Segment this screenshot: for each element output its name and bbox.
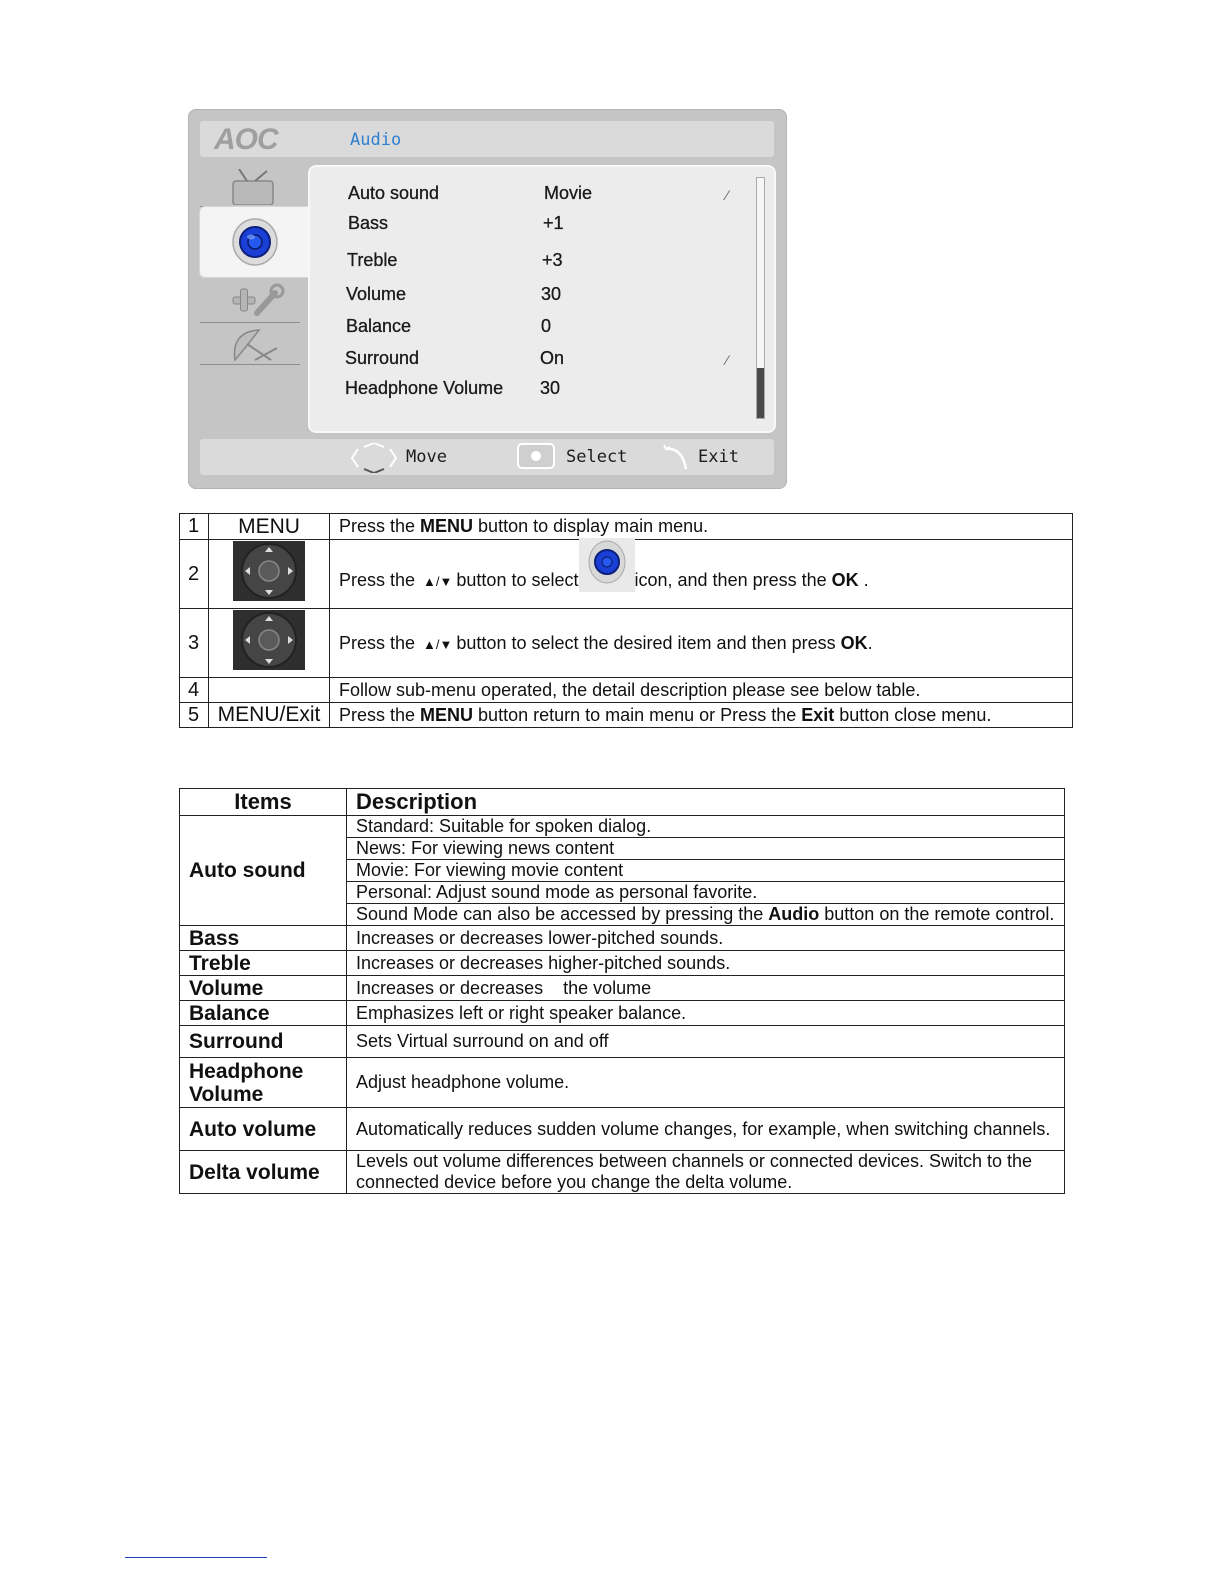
osd-row-bass[interactable] — [310, 213, 750, 243]
item-description: Emphasizes left or right speaker balance. — [347, 1001, 1065, 1026]
step-text: . — [867, 632, 873, 653]
step-description: Follow sub-menu operated, the detail description please see below table. — [330, 678, 1073, 703]
step-row — [180, 609, 1073, 678]
audio-items-table — [179, 788, 1065, 1194]
item-row-bass — [180, 926, 1065, 951]
column-header-items: Items — [180, 789, 347, 816]
osd-row-value: +3 — [542, 250, 563, 270]
item-description: Adjust headphone volume. — [347, 1058, 1065, 1108]
osd-row-value: 30 — [541, 284, 562, 304]
exit-return-icon — [662, 443, 692, 471]
column-header-description: Description — [347, 789, 1065, 816]
osd-menu-title: Audio — [350, 130, 402, 150]
tv-icon — [225, 169, 285, 205]
osd-row-value: 30 — [540, 378, 561, 398]
step-text: Press the — [339, 632, 416, 653]
item-text: Sound Mode can also be accessed by pressing the — [356, 904, 769, 924]
exit-hint: Exit — [698, 447, 739, 467]
item-description: News: For viewing news content — [347, 838, 1065, 860]
up-down-arrow-icon: ▲/▼ — [423, 636, 453, 652]
osd-row-label: Surround — [345, 348, 420, 368]
item-label: Treble — [180, 951, 347, 976]
step-description — [330, 703, 1073, 728]
step-key-image — [209, 609, 330, 678]
step-text-bold: OK — [831, 570, 859, 590]
item-label: Delta volume — [180, 1151, 347, 1194]
footnote-rule — [125, 1557, 267, 1558]
osd-row-volume[interactable] — [310, 284, 750, 314]
item-description: Movie: For viewing movie content — [347, 860, 1065, 882]
step-number: 3 — [180, 609, 209, 678]
item-description: Standard: Suitable for spoken dialog. — [347, 816, 1065, 838]
osd-row-value: On — [540, 348, 565, 368]
tools-icon — [225, 283, 285, 319]
remote-dpad-icon — [233, 541, 305, 601]
step-number: 2 — [180, 540, 209, 609]
item-label: Surround — [180, 1026, 347, 1058]
tab-divider — [200, 364, 300, 365]
osd-row-label: Bass — [348, 213, 389, 233]
step-text: button to display main menu. — [473, 516, 709, 536]
item-row-headphone-volume — [180, 1058, 1065, 1108]
step-text-bold: OK — [840, 632, 868, 653]
item-description — [347, 904, 1065, 926]
step-number: 5 — [180, 703, 209, 728]
tab-picture[interactable] — [200, 167, 310, 207]
item-row-delta-volume — [180, 1151, 1065, 1194]
step-description — [330, 540, 1073, 609]
remote-dpad-icon — [233, 610, 305, 670]
tab-setup[interactable] — [200, 279, 310, 323]
item-row-treble — [180, 951, 1065, 976]
osd-row-label: Balance — [346, 316, 412, 336]
step-description — [330, 514, 1073, 540]
osd-settings-panel — [310, 167, 774, 431]
osd-row-treble[interactable] — [310, 250, 750, 280]
osd-row-auto-sound[interactable] — [310, 183, 750, 213]
step-row — [180, 678, 1073, 703]
osd-row-value: +1 — [543, 213, 564, 233]
osd-row-value: 0 — [541, 316, 552, 336]
step-description — [330, 609, 1073, 678]
step-text-bold: Exit — [801, 704, 835, 725]
osd-row-label: Treble — [347, 250, 398, 270]
operation-steps-table — [179, 513, 1073, 728]
step-row — [180, 703, 1073, 728]
osd-tab-list — [200, 167, 310, 387]
step-key-label: MENU — [209, 514, 330, 540]
osd-row-label: Headphone Volume — [345, 378, 504, 398]
step-text-bold: MENU — [420, 704, 474, 725]
item-text: button on the remote control. — [819, 904, 1055, 924]
speaker-icon — [230, 217, 280, 267]
step-text: icon, and then press the — [634, 570, 832, 590]
select-hint: Select — [566, 447, 628, 467]
step-text-bold: MENU — [420, 516, 474, 536]
osd-header — [200, 121, 774, 157]
step-text: Press the — [339, 704, 421, 725]
step-key-label: MENU/Exit — [209, 703, 330, 728]
osd-scrollbar[interactable] — [756, 177, 765, 419]
step-key-label — [209, 678, 330, 703]
step-text: button return to main menu or Press the — [473, 704, 802, 725]
step-text: button close menu. — [834, 704, 992, 725]
tab-audio[interactable] — [200, 207, 310, 277]
osd-row-balance[interactable] — [310, 316, 750, 346]
item-row-surround — [180, 1026, 1065, 1058]
item-label: Headphone Volume — [180, 1058, 347, 1108]
step-text: button to select — [456, 570, 579, 590]
item-description: Automatically reduces sudden volume changes, for example, when switching channels. — [347, 1108, 1065, 1151]
step-key-image — [209, 540, 330, 609]
item-label: Bass — [180, 926, 347, 951]
osd-row-label: Auto sound — [348, 183, 440, 203]
item-description: Increases or decreases the volume — [347, 976, 1065, 1001]
dpad-move-icon — [350, 443, 398, 473]
up-down-arrow-icon: ▲/▼ — [423, 574, 453, 589]
adjust-indicator-icon: ∕ — [726, 352, 729, 368]
items-header-row — [180, 789, 1065, 816]
step-row — [180, 514, 1073, 540]
tab-divider — [200, 322, 300, 323]
step-text: Press the — [339, 570, 416, 590]
step-number: 1 — [180, 514, 209, 540]
osd-row-value: Movie — [544, 183, 593, 203]
item-row-balance — [180, 1001, 1065, 1026]
item-label: Auto sound — [180, 816, 347, 926]
step-row — [180, 540, 1073, 609]
osd-scrollbar-thumb[interactable] — [757, 368, 764, 418]
osd-footer — [200, 439, 774, 475]
step-text: . — [858, 570, 869, 590]
item-label: Balance — [180, 1001, 347, 1026]
osd-row-surround[interactable] — [310, 348, 750, 378]
ok-select-icon — [517, 443, 555, 469]
step-text: button to select the desired item and then press — [456, 632, 841, 653]
item-row-volume — [180, 976, 1065, 1001]
osd-audio-menu — [188, 109, 787, 489]
item-row-auto-volume — [180, 1108, 1065, 1151]
item-text-bold: Audio — [768, 904, 820, 924]
item-description: Increases or decreases higher-pitched sounds. — [347, 951, 1065, 976]
osd-row-label: Volume — [346, 284, 407, 304]
item-label: Volume — [180, 976, 347, 1001]
item-label: Auto volume — [180, 1108, 347, 1151]
speaker-icon — [579, 538, 635, 592]
item-description: Increases or decreases lower-pitched sounds. — [347, 926, 1065, 951]
tab-channel[interactable] — [200, 325, 310, 365]
item-description: Levels out volume differences between channels or connected devices. Switch to the connected device before you change the delta volume. — [347, 1151, 1065, 1194]
item-row-auto-sound — [180, 816, 1065, 838]
osd-row-headphone-volume[interactable] — [310, 378, 750, 408]
move-hint: Move — [406, 447, 447, 467]
step-text: Press the — [339, 516, 421, 536]
aoc-logo: AOC — [214, 123, 278, 156]
adjust-indicator-icon: ∕ — [726, 187, 729, 203]
satellite-dish-icon — [225, 326, 285, 364]
item-description: Personal: Adjust sound mode as personal favorite. — [347, 882, 1065, 904]
item-description: Sets Virtual surround on and off — [347, 1026, 1065, 1058]
step-number: 4 — [180, 678, 209, 703]
